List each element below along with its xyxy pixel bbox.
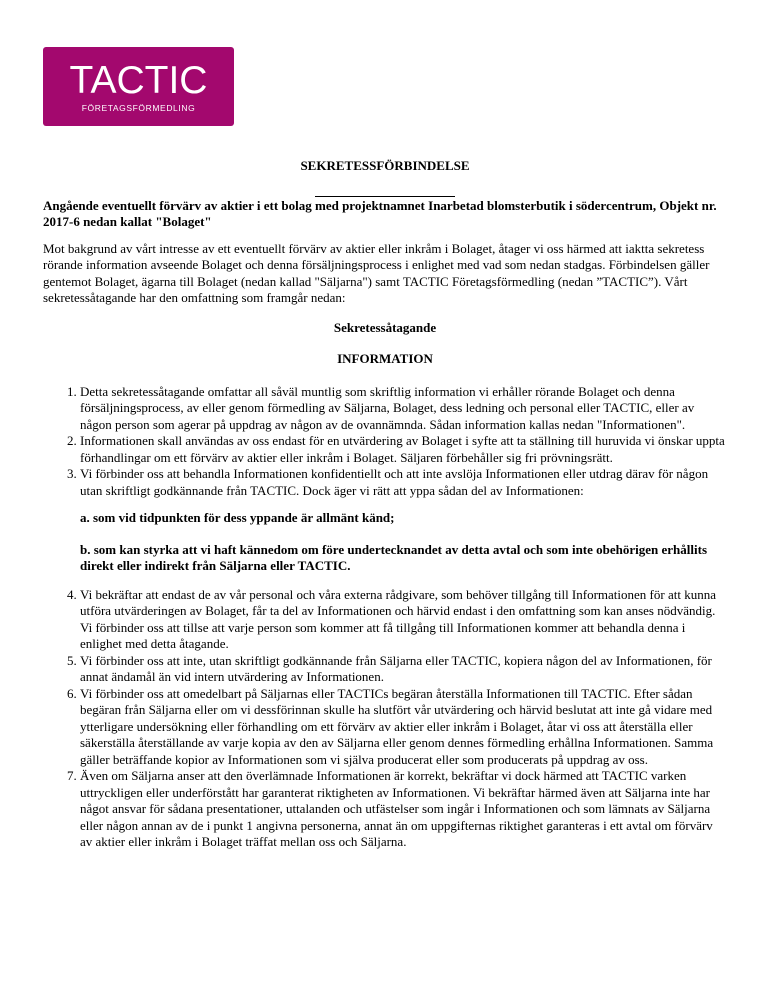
document-body [43,158,727,851]
document-subject: Angående eventuellt förvärv av aktier i ett bolag med projektnamnet Inarbetad blomsterbutik i södercentrum, Objekt nr. 2017-6 nedan kallat "Bolaget" [43,197,717,229]
exception-a: a. som vid tidpunkten för dess yppande är allmänt känd; [80,510,395,525]
intro-paragraph: Mot bakgrund av vårt intresse av ett eventuellt förvärv av aktier eller inkråm i Bolaget, åtager vi oss härmed att iaktta sekretess rörande information avseende Bolaget och denna försäljningsprocess i enlighet med vad som nedan stadgas. Förbindelsen gäller gentemot Bolaget, ägarna till Bolaget (nedan kallad "Säljarna") samt TACTIC Företagsförmedling (nedan ”TACTIC”). Vårt sekretessåtagande har den omfattning som framgår nedan: [43,240,710,305]
document-title: SEKRETESSFÖRBINDELSE [300,158,470,173]
tactic-logo [43,47,234,126]
title-underline [315,196,455,197]
clause-item: 1. Detta sekretessåtagande omfattar all såväl muntlig som skriftlig information vi erhåller rörande Bolaget och denna försäljningsprocess, av eller genom förmedling av Säljarna, Bolaget, dess ledning och personal eller TACTIC, eller av någon person som agerar på uppdrag av någon av de ovannämnda. Sådan information kallas nedan "Informationen". [80,384,727,434]
logo-tagline: FÖRETAGSFÖRMEDLING [81,103,196,113]
logo-wordmark: TACTIC [69,59,208,102]
section-heading: Sekretessåtagande [333,319,437,335]
clause-item: 2. Informationen skall användas av oss endast för en utvärdering av Bolaget i syfte att ta ställning till huruvida vi önskar uppta förhandlingar om ett förvärv av aktier eller inkråm i Bolaget. Säljaren förbehåller sig fri prövningsrätt. [80,433,727,466]
clause-list-part2 [43,587,727,851]
exception-b: b. som kan styrka att vi haft kännedom om före undertecknandet av detta avtal och som inte obehörigen erhållits direkt eller indirekt från Säljarna eller TACTIC. [80,541,708,573]
clause-list-part1 [43,384,727,500]
clause-item: 7. Även om Säljarna anser att den överlämnade Informationen är korrekt, bekräftar vi dock härmed att TACTIC varken uttryckligen eller underförstått har garanterat riktigheten av Informationen. Vi bekräftar härmed även att Säljarna inte har något ansvar för sådana presentationer, uttalanden och utfästelser som ingår i Informationen och som lämnats av Säljarna eller någon annan av de i punkt 1 angivna personerna, annat än om uppgifternas riktighet garanteras i ett avtal om förvärv av aktier eller inkråm i Bolaget träffat mellan oss och Säljarna. [80,768,727,851]
subsection-heading: INFORMATION [337,351,433,366]
clause-item: 5. Vi förbinder oss att inte, utan skriftligt godkännande från Säljarna eller TACTIC, kopiera någon del av Informationen, för annat ändamål än vid intern utvärdering av Informationen. [80,653,727,686]
clause-item: 4. Vi bekräftar att endast de av vår personal och våra externa rådgivare, som behöver tillgång till Informationen för att kunna utföra utvärderingen av Bolaget, får ta del av Informationen och härvid endast i den omfattning som kan anses nödvändig. Vi förbinder oss att tillse att varje person som kommer att få tillgång till Informationen kommer att behandla denna i enlighet med detta åtagande. [80,587,727,653]
clause-item: 6. Vi förbinder oss att omedelbart på Säljarnas eller TACTICs begäran återställa Informationen till TACTIC. Efter sådan begäran från Säljarna eller om vi dessförinnan skulle ha slutfört vår utvärdering och härvid beslutat att inte gå vidare med ytterligare undersökning eller förhandling om ett förvärv av aktier eller inkråm i Bolaget, åtar vi oss att återställa eller säkerställa återställande av varje kopia av den av Säljarna eller genom dennes förmedling erhållna Informationen. Samma gäller beträffande kopior av Informationen som vi själva producerat eller som producerats på uppdrag av oss. [80,686,727,769]
clause-item: 3. Vi förbinder oss att behandla Informationen konfidentiellt och att inte avslöja Informationen eller utdrag därav för någon utan skriftligt godkännande från TACTIC. Dock äger vi rätt att yppa sådan del av Informationen: [80,466,727,499]
